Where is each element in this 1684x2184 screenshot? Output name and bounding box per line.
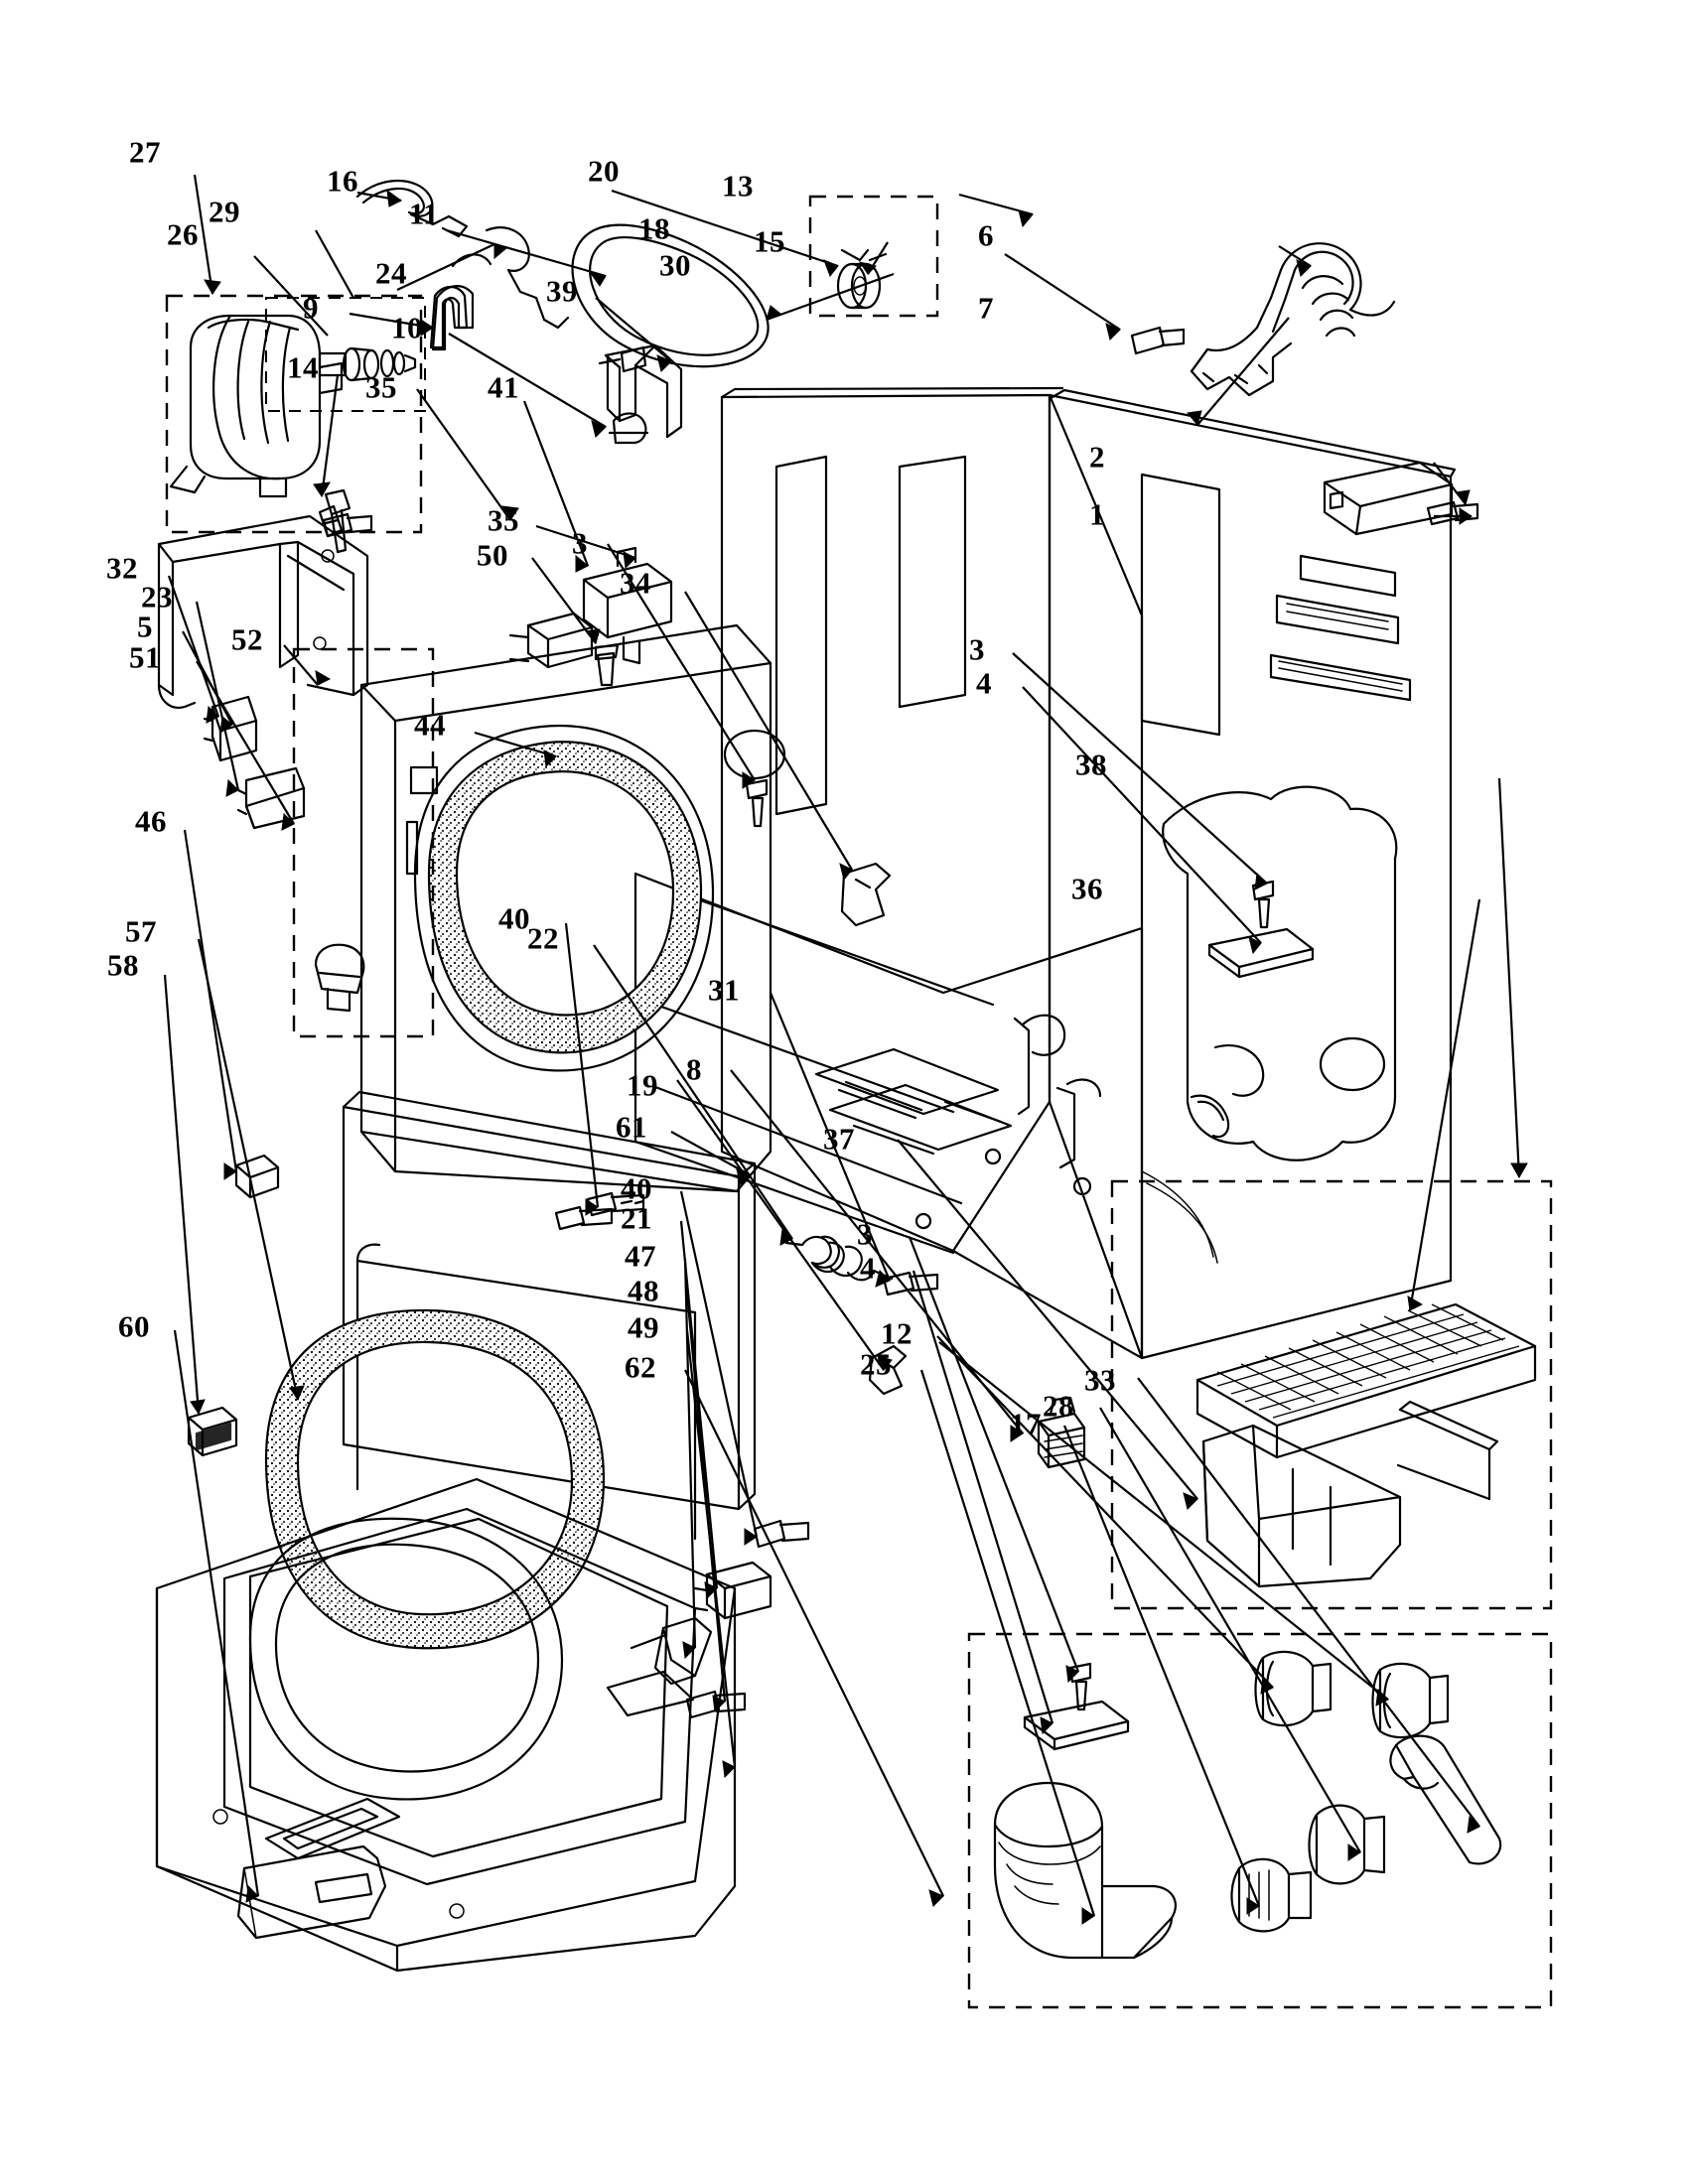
lint-screen-assembly bbox=[1112, 1181, 1551, 1608]
callout-10: 10 bbox=[391, 310, 423, 345]
callout-6: 6 bbox=[978, 217, 994, 253]
callout-12: 12 bbox=[881, 1315, 912, 1351]
callout-36: 36 bbox=[1071, 871, 1103, 906]
callout-62: 62 bbox=[625, 1349, 656, 1385]
callout-37: 37 bbox=[823, 1121, 855, 1157]
callout-9: 9 bbox=[303, 290, 319, 326]
callout-51: 51 bbox=[129, 639, 161, 675]
callout-7: 7 bbox=[978, 290, 994, 326]
callout-18: 18 bbox=[638, 210, 670, 246]
callout-16: 16 bbox=[327, 163, 358, 199]
callout-57: 57 bbox=[125, 913, 157, 949]
callout-23: 23 bbox=[141, 579, 173, 614]
callout-4-kit: 4 bbox=[860, 1250, 876, 1286]
screws bbox=[189, 328, 1477, 1749]
callout-3-front: 3 bbox=[572, 525, 588, 561]
callout-47: 47 bbox=[625, 1238, 656, 1274]
mount-bracket bbox=[159, 516, 367, 828]
callout-29: 29 bbox=[209, 194, 240, 229]
callout-27: 27 bbox=[129, 134, 161, 170]
vent-kit-group bbox=[969, 1634, 1551, 2007]
callout-38: 38 bbox=[1075, 747, 1107, 782]
callout-48: 48 bbox=[628, 1273, 659, 1308]
foot-assembly bbox=[294, 649, 433, 1036]
callout-20: 20 bbox=[588, 153, 620, 189]
callout-28: 28 bbox=[1043, 1388, 1074, 1424]
base-plate bbox=[157, 1479, 735, 1971]
callout-33: 33 bbox=[1084, 1362, 1116, 1398]
callout-41: 41 bbox=[488, 369, 519, 405]
callout-34: 34 bbox=[620, 565, 651, 601]
callout-30: 30 bbox=[659, 247, 691, 283]
callout-25: 25 bbox=[860, 1346, 892, 1382]
leader-lines bbox=[165, 175, 1519, 1916]
callout-40-upper: 40 bbox=[498, 900, 530, 936]
callout-8: 8 bbox=[686, 1051, 702, 1087]
callout-49: 49 bbox=[628, 1309, 659, 1345]
power-cord bbox=[1192, 243, 1394, 395]
callout-3-right: 3 bbox=[969, 631, 985, 667]
callout-24: 24 bbox=[375, 255, 407, 291]
callout-3-kit: 3 bbox=[857, 1216, 873, 1252]
callout-19: 19 bbox=[627, 1067, 658, 1103]
callout-46: 46 bbox=[135, 803, 167, 839]
callout-31: 31 bbox=[708, 972, 740, 1008]
callout-2: 2 bbox=[1089, 439, 1105, 475]
callout-22: 22 bbox=[527, 920, 559, 956]
callout-35-mid: 35 bbox=[488, 502, 519, 538]
callout-58: 58 bbox=[107, 947, 139, 983]
callout-39: 39 bbox=[546, 273, 578, 309]
callout-13: 13 bbox=[722, 168, 754, 204]
callout-50: 50 bbox=[477, 537, 508, 573]
callout-40-lower: 40 bbox=[621, 1170, 652, 1206]
callout-21: 21 bbox=[621, 1200, 652, 1236]
callout-4-right: 4 bbox=[976, 665, 992, 701]
callout-17: 17 bbox=[1010, 1406, 1042, 1441]
callout-15: 15 bbox=[754, 223, 785, 259]
callout-32: 32 bbox=[106, 550, 138, 586]
cabinet-shell bbox=[635, 388, 1455, 1358]
callout-35-top: 35 bbox=[365, 369, 397, 405]
drive-belt bbox=[573, 225, 769, 367]
callout-1: 1 bbox=[1089, 496, 1105, 532]
callout-44: 44 bbox=[414, 707, 446, 743]
callout-52: 52 bbox=[231, 621, 263, 657]
callout-60: 60 bbox=[118, 1308, 150, 1344]
callout-5: 5 bbox=[137, 609, 153, 644]
callout-26: 26 bbox=[167, 216, 199, 252]
callout-14: 14 bbox=[287, 349, 319, 385]
callout-61: 61 bbox=[616, 1109, 647, 1145]
callout-11: 11 bbox=[408, 196, 440, 231]
